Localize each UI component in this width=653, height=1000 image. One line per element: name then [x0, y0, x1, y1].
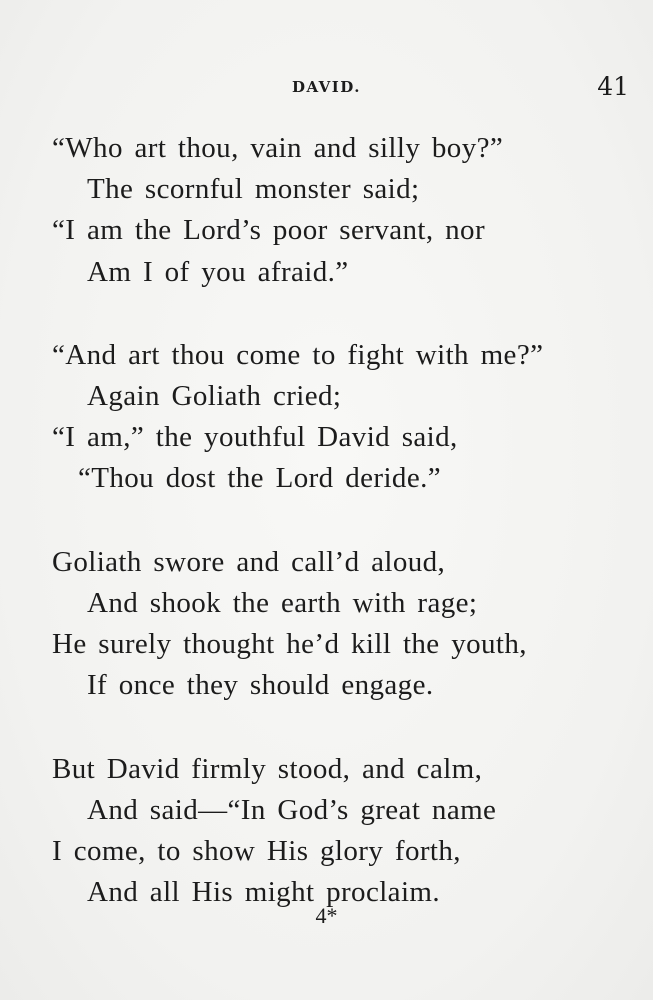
page-number: 41	[597, 72, 629, 101]
stanza-4-line-1: But David firmly stood, and calm,	[52, 753, 483, 785]
stanza-3-line-4: If once they should engage.	[87, 669, 434, 701]
stanza-2-line-2: Again Goliath cried;	[87, 380, 342, 412]
stanza-3-line-3: He surely thought he’d kill the youth,	[52, 628, 527, 660]
stanza-2-line-1: “And art thou come to fight with me?”	[52, 339, 544, 371]
stanza-4-line-3: I come, to show His glory forth,	[52, 835, 461, 867]
stanza-3-line-2: And shook the earth with rage;	[87, 587, 478, 619]
running-head-title: DAVID.	[292, 78, 361, 96]
stanza-1-line-1: “Who art thou, vain and silly boy?”	[52, 132, 504, 164]
stanza-4-line-2: And said—“In God’s great name	[87, 794, 497, 826]
signature-mark: 4*	[315, 903, 338, 928]
stanza-2-line-3: “I am,” the youthful David said,	[52, 421, 458, 453]
stanza-1-line-4: Am I of you afraid.”	[87, 256, 349, 288]
stanza-1-line-3: “I am the Lord’s poor servant, nor	[52, 214, 486, 246]
stanza-2-line-4: “Thou dost the Lord deride.”	[78, 462, 442, 494]
stanza-4-line-4: And all His might proclaim.	[87, 876, 441, 908]
stanza-3-line-1: Goliath swore and call’d aloud,	[52, 546, 446, 578]
stanza-1-line-2: The scornful monster said;	[87, 173, 420, 205]
